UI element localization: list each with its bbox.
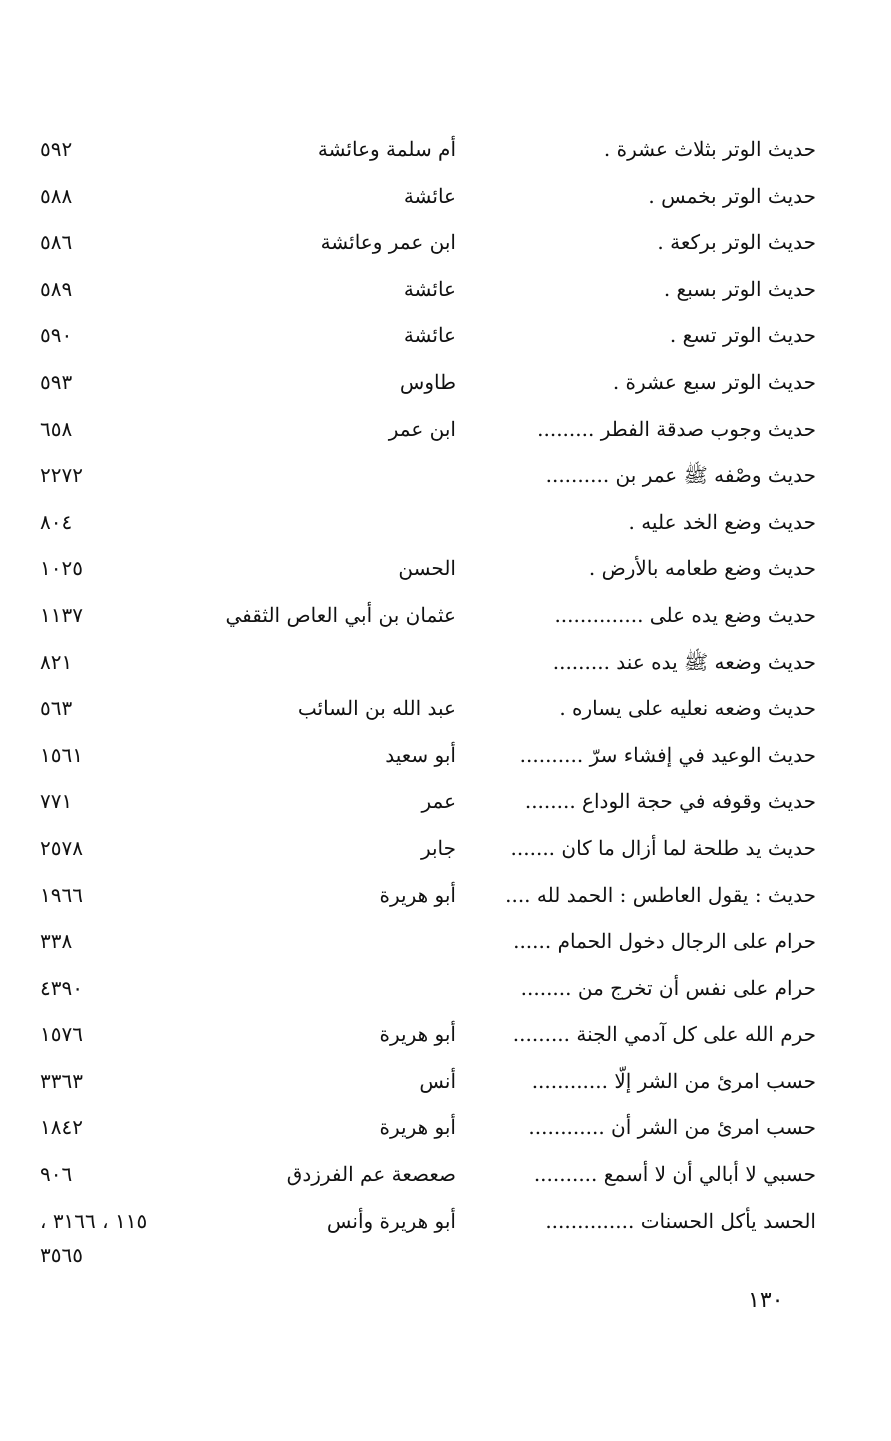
index-entry	[40, 312, 816, 359]
hadith-text: حديث : يقول العاطس : الحمد لله ....	[505, 882, 816, 907]
index-entry	[40, 266, 816, 313]
hadith-number: ٥٨٨	[40, 183, 73, 208]
narrator-name: الحسن	[398, 556, 456, 581]
page-number: ١٣٠	[748, 1288, 784, 1313]
hadith-number: ٨٠٤	[40, 509, 73, 534]
narrator-name: عائشة	[403, 323, 456, 348]
hadith-number: ١٩٦٦	[40, 882, 83, 907]
hadith-text: الحسد يأكل الحسنات ..............	[545, 1208, 816, 1233]
index-entry	[40, 452, 816, 499]
hadith-number: ١٨٤٢	[40, 1115, 83, 1140]
narrator-name: طاوس	[399, 369, 456, 394]
hadith-index-table	[40, 126, 816, 1267]
narrator-name: عائشة	[403, 276, 456, 301]
hadith-text: حديث الوتر بركعة .	[657, 230, 816, 255]
index-entry	[40, 685, 816, 732]
index-entry	[40, 1058, 816, 1105]
hadith-number: ٩٠٦	[40, 1162, 73, 1187]
hadith-text: حديث وضع يده على ..............	[554, 602, 816, 627]
hadith-text: حرام على الرجال دخول الحمام ......	[513, 929, 816, 954]
hadith-number: ٧٧١	[40, 789, 73, 814]
index-entry	[40, 872, 816, 919]
hadith-number: ١٥٦١	[40, 742, 83, 767]
narrator-name: أبو هريرة	[379, 1115, 456, 1140]
index-entry	[40, 732, 816, 779]
index-entry	[40, 1104, 816, 1151]
narrator-name: أبو هريرة وأنس	[326, 1208, 456, 1233]
hadith-text: حديث الوتر سبع عشرة .	[612, 369, 816, 394]
narrator-name: أبو هريرة	[379, 1022, 456, 1047]
index-entry	[40, 173, 816, 220]
hadith-number: ٥٩٠	[40, 323, 73, 348]
hadith-text: حسب امرئ من الشر إلّا ............	[531, 1068, 816, 1093]
narrator-name: عبد الله بن السائب	[297, 696, 456, 721]
hadith-number: ٣٣٨	[40, 929, 73, 954]
index-entry	[40, 499, 816, 546]
hadith-number: ٥٩٣	[40, 369, 73, 394]
narrator-name: أم سلمة وعائشة	[317, 137, 456, 161]
hadith-text: حديث وضع طعامه بالأرض .	[588, 556, 816, 581]
index-entry	[40, 126, 816, 173]
narrator-name: عمر	[421, 789, 456, 814]
hadith-number: ٥٨٦	[40, 230, 73, 255]
narrator-name: عائشة	[403, 183, 456, 208]
index-entry	[40, 1198, 816, 1267]
hadith-text: حديث يد طلحة لما أزال ما كان .......	[510, 835, 816, 860]
hadith-number: ١٥٧٦	[40, 1022, 83, 1047]
hadith-number: ٥٨٩	[40, 276, 73, 301]
hadith-number: ٥٩٢	[40, 137, 73, 161]
narrator-name: ابن عمر وعائشة	[320, 230, 456, 255]
hadith-text: حديث الوتر بخمس .	[648, 183, 816, 208]
hadith-text: حديث وضع الخد عليه .	[628, 509, 816, 534]
hadith-text: حرم الله على كل آدمي الجنة .........	[512, 1022, 816, 1047]
hadith-text: حرام على نفس أن تخرج من ........	[520, 975, 816, 1000]
index-entry	[40, 825, 816, 872]
index-entry	[40, 592, 816, 639]
index-entry	[40, 359, 816, 406]
hadith-number: ٨٢١	[40, 649, 73, 674]
index-entry	[40, 639, 816, 686]
hadith-number: ١١٥ ، ٣١٦٦ ، ٣٥٦٥	[40, 1208, 148, 1267]
index-entry	[40, 406, 816, 453]
hadith-text: حديث وضعه نعليه على يساره .	[559, 696, 816, 721]
hadith-text: حديث وجوب صدقة الفطر .........	[537, 416, 816, 441]
hadith-text: حسبي لا أبالي أن لا أسمع ..........	[533, 1162, 816, 1187]
hadith-text: حديث وضعه ﷺ يده عند .........	[552, 649, 816, 674]
hadith-number: ٤٣٩٠	[40, 975, 83, 1000]
hadith-number: ٢٢٧٢	[40, 463, 83, 488]
index-entry	[40, 965, 816, 1012]
index-entry	[40, 918, 816, 965]
hadith-text: حديث وصْفه ﷺ عمر بن ..........	[545, 463, 816, 488]
hadith-text: حديث الوتر بسبع .	[663, 276, 816, 301]
index-entry	[40, 219, 816, 266]
narrator-name: عثمان بن أبي العاص الثقفي	[225, 602, 456, 627]
index-entry	[40, 1151, 816, 1198]
hadith-number: ٦٥٨	[40, 416, 73, 441]
narrator-name: جابر	[420, 835, 456, 860]
hadith-number: ١١٣٧	[40, 602, 83, 627]
hadith-number: ٢٥٧٨	[40, 835, 83, 860]
narrator-name: أبو هريرة	[379, 882, 456, 907]
index-entry	[40, 1011, 816, 1058]
hadith-text: حديث وقوفه في حجة الوداع ........	[524, 789, 816, 814]
hadith-text: حديث الوتر تسع .	[669, 323, 816, 348]
index-entry	[40, 778, 816, 825]
hadith-number: ١٠٢٥	[40, 556, 83, 581]
hadith-text: حديث الوتر بثلاث عشرة .	[603, 137, 816, 161]
index-entry	[40, 545, 816, 592]
narrator-name: ابن عمر	[388, 416, 456, 441]
hadith-number: ٥٦٣	[40, 696, 73, 721]
narrator-name: أنس	[419, 1068, 456, 1093]
hadith-text: حديث الوعيد في إفشاء سرّ ..........	[519, 742, 816, 767]
hadith-text: حسب امرئ من الشر أن ............	[528, 1115, 816, 1140]
hadith-number: ٣٣٦٣	[40, 1068, 83, 1093]
narrator-name: أبو سعيد	[385, 742, 456, 767]
narrator-name: صعصعة عم الفرزدق	[286, 1162, 456, 1187]
